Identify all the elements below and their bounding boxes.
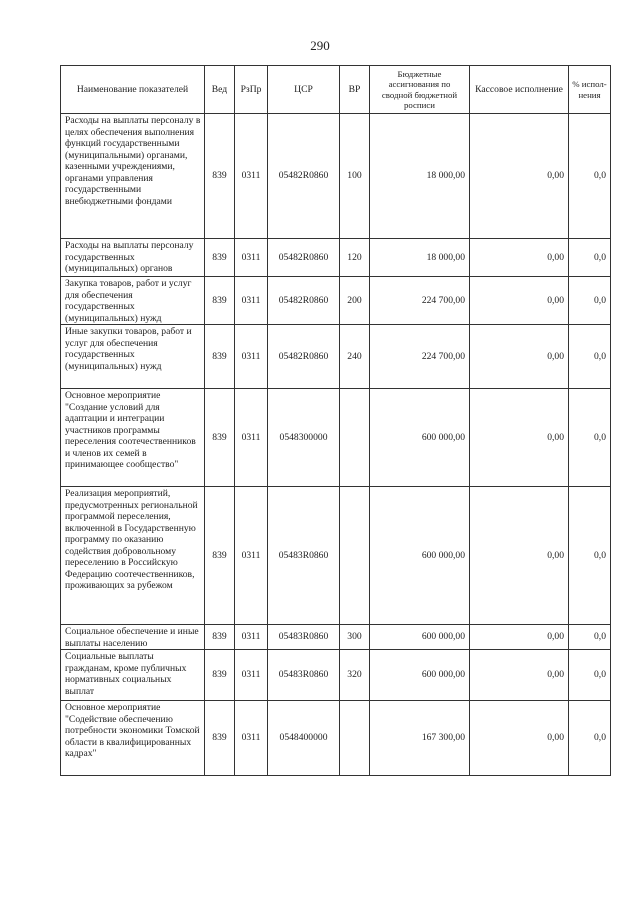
row-rzpr: 0311 [235, 625, 268, 650]
row-vr: 100 [340, 114, 370, 239]
row-budget: 600 000,00 [370, 487, 470, 625]
table-row [61, 487, 611, 625]
row-csr: 05482R0860 [268, 325, 340, 389]
row-budget: 18 000,00 [370, 239, 470, 277]
header-csr: ЦСР [268, 66, 340, 114]
row-name: Расходы на выплаты персоналу в целях обеспечения выполнения функций государственными (муниципальными) органами, казенными учреждениями, органами управления государственными внебюджетными фондами [61, 114, 205, 239]
row-budget: 224 700,00 [370, 277, 470, 325]
row-ved: 839 [205, 701, 235, 776]
row-cash: 0,00 [470, 701, 569, 776]
row-cash: 0,00 [470, 325, 569, 389]
row-pct: 0,0 [569, 114, 611, 239]
row-ved: 839 [205, 114, 235, 239]
row-csr: 05483R0860 [268, 487, 340, 625]
row-pct: 0,0 [569, 389, 611, 487]
row-vr: 200 [340, 277, 370, 325]
row-csr: 05483R0860 [268, 625, 340, 650]
row-csr: 0548300000 [268, 389, 340, 487]
row-rzpr: 0311 [235, 701, 268, 776]
row-name: Основное мероприятие "Содействие обеспечению потребности экономики Томской области в квалифицированных кадрах" [61, 701, 205, 776]
row-csr: 05483R0860 [268, 650, 340, 701]
row-name: Социальные выплаты гражданам, кроме публичных нормативных социальных выплат [61, 650, 205, 701]
row-name: Иные закупки товаров, работ и услуг для обеспечения государственных (муниципальных) нужд [61, 325, 205, 389]
row-pct: 0,0 [569, 701, 611, 776]
row-name: Социальное обеспечение и иные выплаты населению [61, 625, 205, 650]
row-pct: 0,0 [569, 239, 611, 277]
row-rzpr: 0311 [235, 487, 268, 625]
header-cash: Кассовое исполнение [470, 66, 569, 114]
row-pct: 0,0 [569, 277, 611, 325]
row-ved: 839 [205, 389, 235, 487]
row-rzpr: 0311 [235, 389, 268, 487]
row-rzpr: 0311 [235, 277, 268, 325]
row-vr: 120 [340, 239, 370, 277]
table-row [61, 650, 611, 701]
budget-table [60, 65, 611, 776]
table-row [61, 239, 611, 277]
row-rzpr: 0311 [235, 239, 268, 277]
row-rzpr: 0311 [235, 650, 268, 701]
header-pct: % испол-нения [569, 66, 611, 114]
table-row [61, 701, 611, 776]
row-vr [340, 701, 370, 776]
row-pct: 0,0 [569, 625, 611, 650]
row-cash: 0,00 [470, 487, 569, 625]
table-header-row [61, 66, 611, 114]
row-ved: 839 [205, 625, 235, 650]
row-csr: 0548400000 [268, 701, 340, 776]
row-vr [340, 389, 370, 487]
row-ved: 839 [205, 487, 235, 625]
header-name: Наименование показателей [61, 66, 205, 114]
row-ved: 839 [205, 650, 235, 701]
row-ved: 839 [205, 239, 235, 277]
row-cash: 0,00 [470, 239, 569, 277]
row-pct: 0,0 [569, 325, 611, 389]
page-number: 290 [310, 38, 330, 53]
row-vr: 300 [340, 625, 370, 650]
row-budget: 224 700,00 [370, 325, 470, 389]
table-row [61, 325, 611, 389]
row-cash: 0,00 [470, 650, 569, 701]
row-rzpr: 0311 [235, 114, 268, 239]
header-vr: ВР [340, 66, 370, 114]
row-budget: 167 300,00 [370, 701, 470, 776]
row-ved: 839 [205, 277, 235, 325]
row-vr [340, 487, 370, 625]
header-budget: Бюджетные ассигнования по сводной бюджетной росписи [370, 66, 470, 114]
header-ved: Вед [205, 66, 235, 114]
row-csr: 05482R0860 [268, 114, 340, 239]
row-pct: 0,0 [569, 487, 611, 625]
header-rzpr: РзПр [235, 66, 268, 114]
row-budget: 600 000,00 [370, 625, 470, 650]
row-rzpr: 0311 [235, 325, 268, 389]
table-row [61, 389, 611, 487]
row-pct: 0,0 [569, 650, 611, 701]
row-csr: 05482R0860 [268, 239, 340, 277]
table-row [61, 114, 611, 239]
row-cash: 0,00 [470, 389, 569, 487]
row-budget: 600 000,00 [370, 650, 470, 701]
row-budget: 600 000,00 [370, 389, 470, 487]
row-csr: 05482R0860 [268, 277, 340, 325]
table-row [61, 277, 611, 325]
row-vr: 240 [340, 325, 370, 389]
row-name: Основное мероприятие "Создание условий для адаптации и интеграции участников программы переселения соотечественников и членов их семей в принимающее сообщество" [61, 389, 205, 487]
row-name: Закупка товаров, работ и услуг для обеспечения государственных (муниципальных) нужд [61, 277, 205, 325]
row-cash: 0,00 [470, 114, 569, 239]
row-name: Расходы на выплаты персоналу государственных (муниципальных) органов [61, 239, 205, 277]
row-name: Реализация мероприятий, предусмотренных региональной программой переселения, включенной в Государственную программу по оказанию содействия добровольному переселению в Российскую Федерацию соотечественников, проживающих за рубежом [61, 487, 205, 625]
row-cash: 0,00 [470, 625, 569, 650]
row-cash: 0,00 [470, 277, 569, 325]
table-row [61, 625, 611, 650]
row-budget: 18 000,00 [370, 114, 470, 239]
row-vr: 320 [340, 650, 370, 701]
row-ved: 839 [205, 325, 235, 389]
